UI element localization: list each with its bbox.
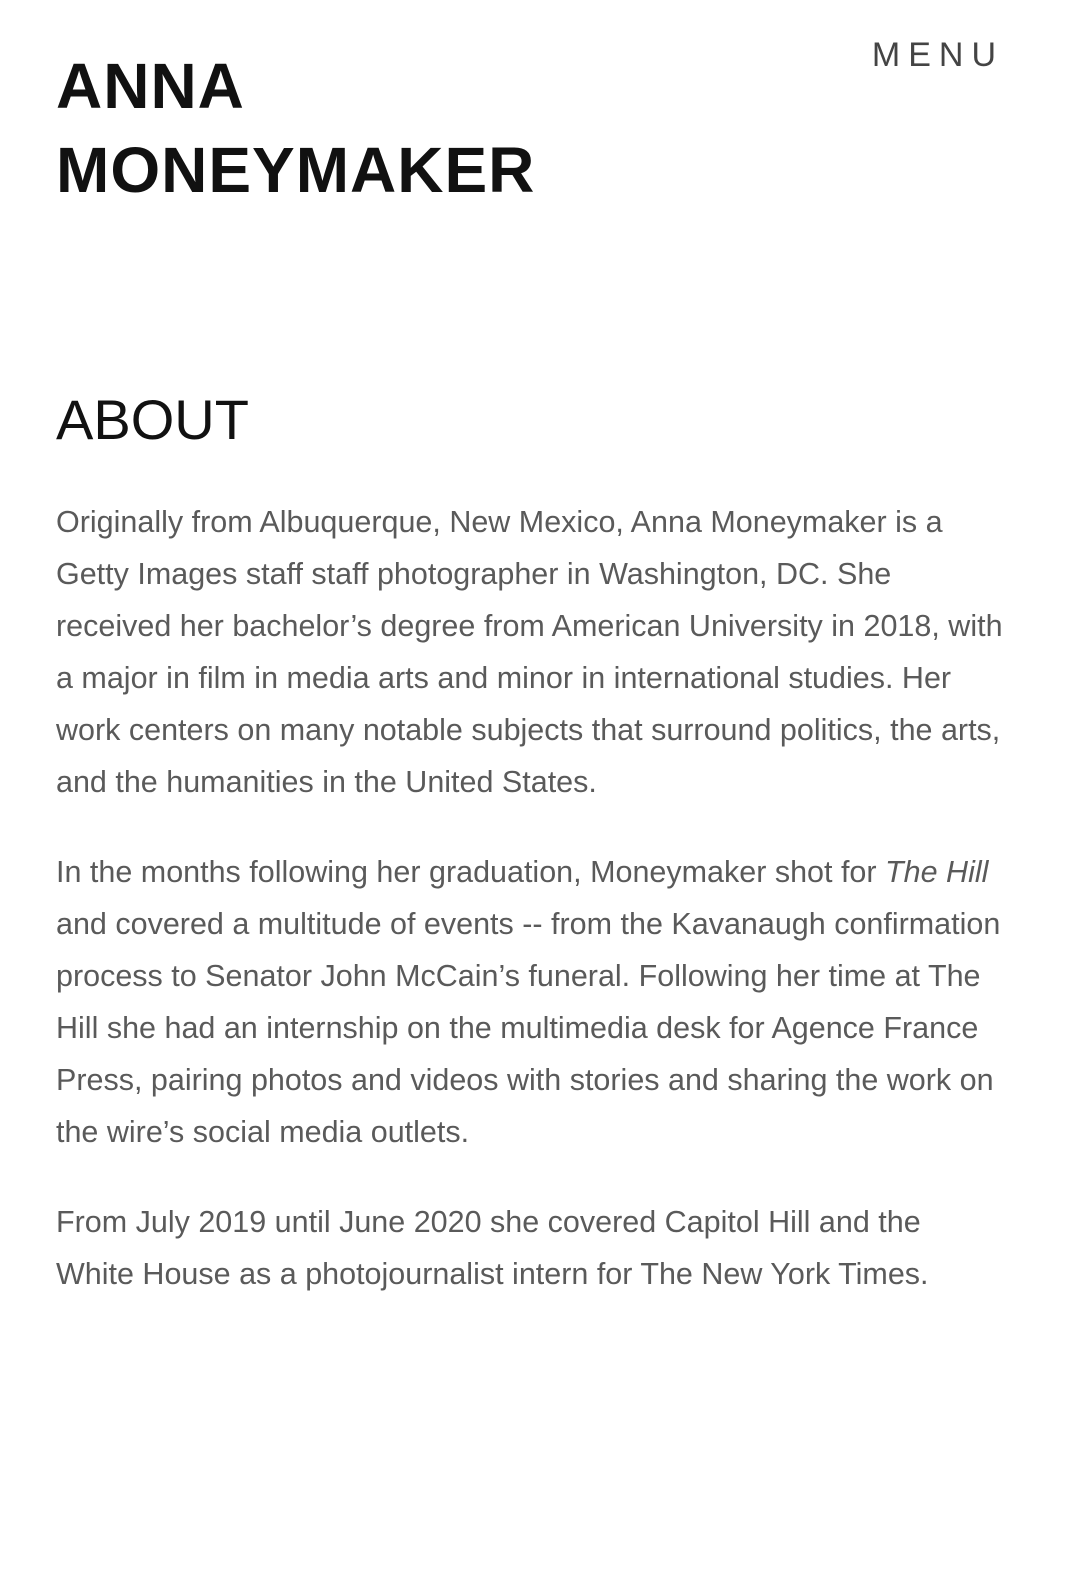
paragraph-2-rest: and covered a multitude of events -- from the Kavanaugh confirmation process to Senator John McCain’s funeral. Following her time at The Hill she had an internship on the multimedia desk for Agence France Press, pairing photos and videos with stories and sharing the work on the wire’s social media outlets.: [56, 907, 1001, 1149]
paragraph-2-lead: In the months following her graduation, Moneymaker shot for: [56, 855, 886, 889]
page-title: ABOUT: [56, 388, 249, 451]
site-header: [0, 0, 1080, 220]
about-paragraph-1: Originally from Albuquerque, New Mexico, Anna Moneymaker is a Getty Images staff staff photographer in Washington, DC. She received her bachelor’s degree from American University in 2018, with a major in film in media arts and minor in international studies. Her work centers on many notable subjects that surround politics, the arts, and the humanities in the United States.: [56, 505, 1003, 799]
publication-name-italic: The Hill: [885, 855, 989, 889]
about-paragraph-2: [56, 846, 1006, 1158]
site-title-line-1[interactable]: ANNA: [56, 50, 245, 122]
site-title-line-2[interactable]: MONEYMAKER: [56, 134, 536, 206]
about-section: [56, 384, 1006, 1300]
site-title[interactable]: [56, 44, 535, 212]
menu-button[interactable]: MENU: [871, 36, 1004, 74]
about-paragraph-3: From July 2019 until June 2020 she covered Capitol Hill and the White House as a photojournalist intern for The New York Times.: [56, 1205, 929, 1291]
